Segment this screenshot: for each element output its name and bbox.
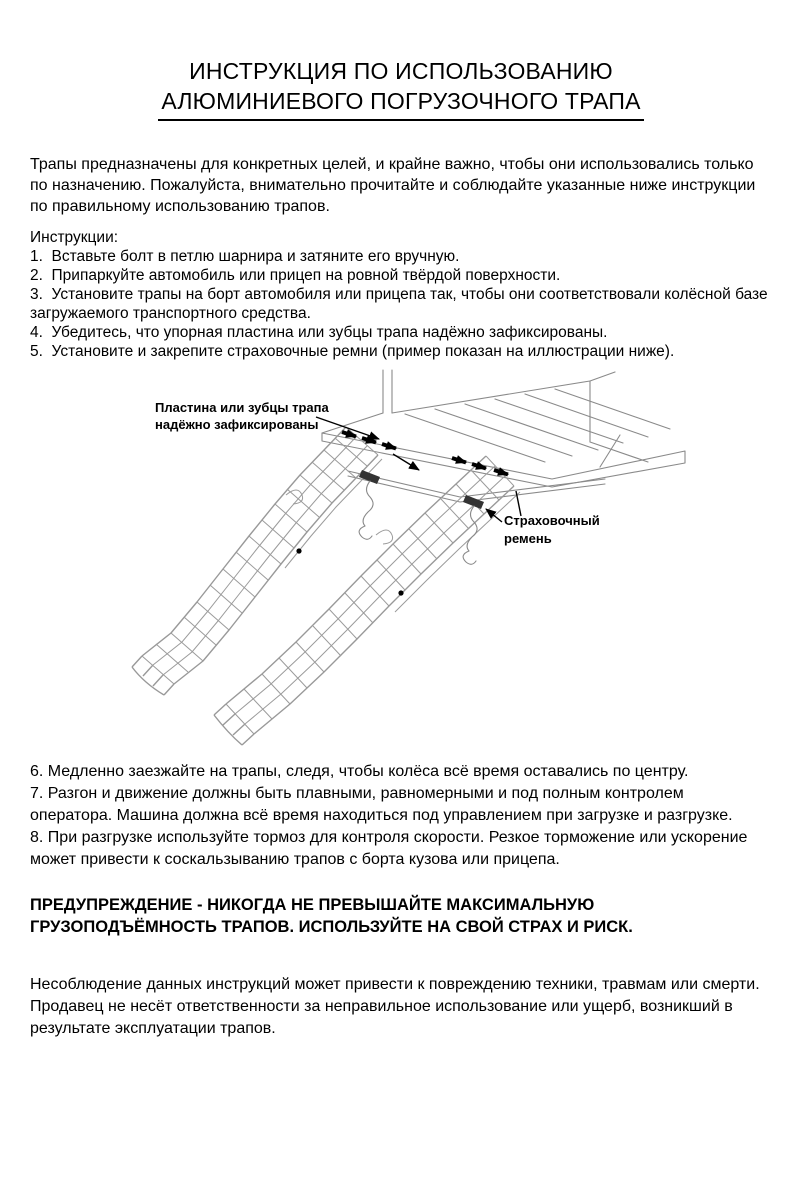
right-ramp-squiggle	[376, 530, 393, 544]
operation-item-6: 6. Медленно заезжайте на трапы, следя, чтобы колёса всё время оставались по центру.	[30, 763, 689, 780]
strap-label-line2: ремень	[504, 531, 552, 546]
left-strap-hook	[359, 481, 373, 539]
left-ramp-foot	[132, 656, 174, 695]
operation-list	[30, 761, 768, 871]
instruction-item-5: 5. Установите и закрепите страховочные ремни (пример показан на иллюстрации ниже).	[30, 343, 675, 360]
right-strap-hook	[463, 506, 477, 564]
disclaimer-paragraph: Несоблюдение данных инструкций может привести к повреждению техники, травмам или смерти. Продавец не несёт ответственности за неправильное использование или ущерб, возникший в результате эксплуатации трапов.	[30, 976, 760, 1037]
operation-item-8: 8. При разгрузке используйте тормоз для контроля скорости. Резкое торможение или ускорение может привести к соскальзыванию трапов с борта кузова или прицепа.	[30, 829, 748, 868]
instruction-item-4: 4. Убедитесь, что упорная пластина или зубцы трапа надёжно зафиксированы.	[30, 324, 608, 341]
plate-label-line2: надёжно зафиксированы	[155, 417, 319, 432]
instructions-list	[30, 228, 772, 361]
page-title-line2: АЛЮМИНИЕВОГО ПОГРУЗОЧНОГО ТРАПА	[158, 86, 643, 121]
bed-back-edge	[322, 381, 590, 433]
instruction-item-2: 2. Припаркуйте автомобиль или прицеп на ровной твёрдой поверхности.	[30, 267, 561, 284]
instruction-item-3: 3. Установите трапы на борт автомобиля или прицепа так, чтобы они соответствовали колёсной базе загружаемого транспортного средства.	[30, 286, 772, 322]
intro-paragraph: Трапы предназначены для конкретных целей, и крайне важно, чтобы они использовались только по назначению. Пожалуйста, внимательно прочитайте и соблюдайте указанные ниже инструкции по правильному использованию трапов.	[30, 156, 756, 215]
left-ramp-drawing	[132, 427, 382, 695]
second-ramp-plate-arrow	[393, 454, 419, 470]
strap-label-line1: Страховочный	[504, 513, 600, 528]
instruction-item-1: 1. Вставьте болт в петлю шарнира и затяните его вручную.	[30, 248, 460, 265]
operation-item-7: 7. Разгон и движение должны быть плавными, равномерными и под полным контролем оператора. Машина должна всё время находиться под управлением при загрузке и разгрузке.	[30, 785, 733, 824]
instructions-heading: Инструкции:	[30, 229, 119, 246]
bed-plank-lines	[405, 389, 670, 462]
ramp-figure	[0, 367, 802, 759]
right-ramp-dot	[398, 590, 403, 595]
wall-post-lines	[383, 370, 392, 413]
plate-label-line1: Пластина или зубцы трапа	[155, 400, 329, 415]
right-ramp-foot	[214, 704, 254, 745]
page-title-line1: ИНСТРУКЦИЯ ПО ИСПОЛЬЗОВАНИЮ	[189, 58, 613, 84]
page-title	[30, 56, 772, 121]
left-ramp-dot	[296, 548, 301, 553]
ramp-illustration	[100, 367, 700, 759]
warning-paragraph: ПРЕДУПРЕЖДЕНИЕ - НИКОГДА НЕ ПРЕВЫШАЙТЕ МАКСИМАЛЬНУЮ ГРУЗОПОДЪЁМНОСТЬ ТРАПОВ. ИСПОЛЬЗУЙТЕ НА СВОЙ СТРАХ И РИСК.	[30, 896, 633, 936]
